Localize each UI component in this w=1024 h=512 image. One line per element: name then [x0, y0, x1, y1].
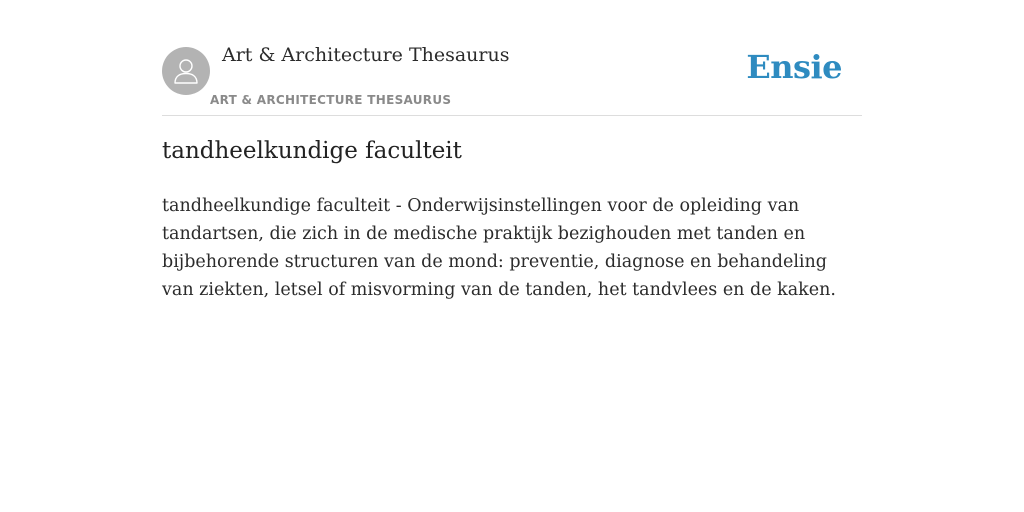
author-avatar[interactable] — [162, 47, 210, 95]
page-container — [162, 0, 862, 300]
author-subtitle: ART & ARCHITECTURE THESAURUS — [210, 93, 452, 107]
header — [162, 0, 862, 116]
article-body: tandheelkundige faculteit - Onderwijsinstellingen voor de opleiding van tandartsen, die zich in de medische praktijk bezighouden met tanden en bijbehorende structuren van de mond: preventie, diagnose en behandeling van ziekten, letsel of misvorming van de tanden, het tandvlees en de kaken. — [162, 196, 836, 300]
brand-logo[interactable]: Ensie — [746, 48, 842, 86]
user-icon — [171, 56, 201, 86]
article-title: tandheelkundige faculteit — [162, 138, 462, 164]
author-name[interactable]: Art & Architecture Thesaurus — [222, 44, 510, 66]
